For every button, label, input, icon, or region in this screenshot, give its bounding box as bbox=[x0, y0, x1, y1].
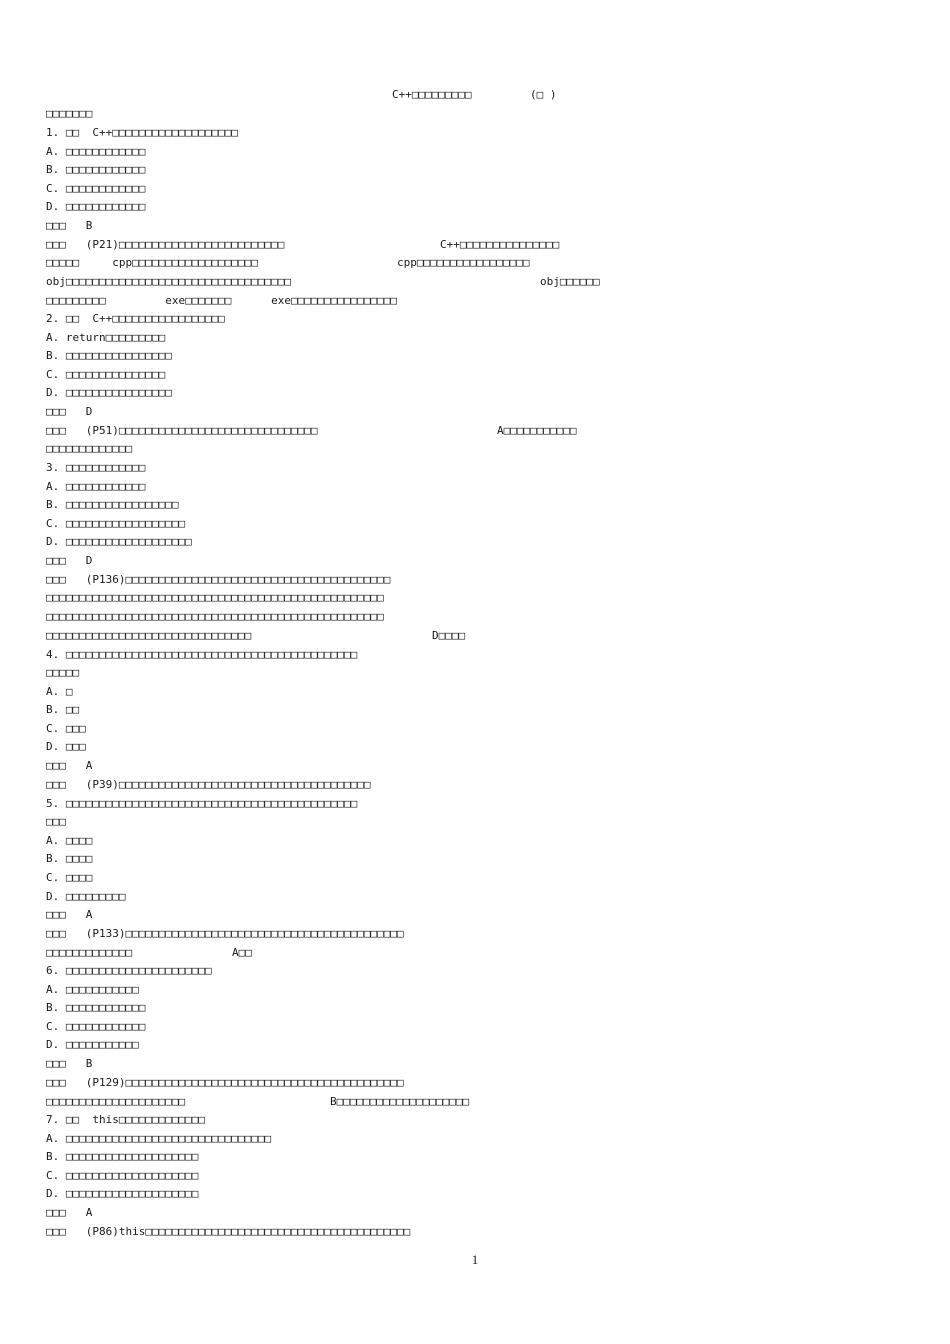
question-option: B. □□□□□□□□□□□□□□□□□□□□ bbox=[46, 1150, 199, 1163]
question-analysis: A□□□□□□□□□□□ bbox=[497, 424, 577, 437]
question-option: D. □□□□□□□□□□□□□□□□ bbox=[46, 386, 172, 399]
question-stem: 5. □□□□□□□□□□□□□□□□□□□□□□□□□□□□□□□□□□□□□□□□□□□□ bbox=[46, 797, 358, 810]
question-analysis: □□□□□□□□□ exe□□□□□□□ exe□□□□□□□□□□□□□□□□ bbox=[46, 294, 397, 307]
question-option: A. □□□□□□□□□□□□□□□□□□□□□□□□□□□□□□□ bbox=[46, 1132, 272, 1145]
question-stem: 4. □□□□□□□□□□□□□□□□□□□□□□□□□□□□□□□□□□□□□□□□□□□□ bbox=[46, 648, 358, 661]
question-analysis: □□□□□□□□□□□□□□□□□□□□□ bbox=[46, 1095, 186, 1108]
question-option: D. □□□ bbox=[46, 740, 86, 753]
question-option: A. □□□□□□□□□□□□ bbox=[46, 480, 146, 493]
question-answer: □□□ A bbox=[46, 1206, 93, 1219]
question-analysis: □□□ (P39)□□□□□□□□□□□□□□□□□□□□□□□□□□□□□□□□□□□□□□ bbox=[46, 778, 371, 791]
question-option: D. □□□□□□□□□□□□□□□□□□□ bbox=[46, 535, 192, 548]
question-answer: □□□ B bbox=[46, 1057, 93, 1070]
question-analysis: □□□□□ cpp□□□□□□□□□□□□□□□□□□□ bbox=[46, 256, 258, 269]
question-option: C. □□□□□□□□□□□□□□□□□□□□ bbox=[46, 1169, 199, 1182]
question-option: C. □□□□ bbox=[46, 871, 93, 884]
question-analysis: □□□ (P21)□□□□□□□□□□□□□□□□□□□□□□□□□ bbox=[46, 238, 285, 251]
question-stem: 7. □□ this□□□□□□□□□□□□□ bbox=[46, 1113, 205, 1126]
question-stem: 1. □□ C++□□□□□□□□□□□□□□□□□□□ bbox=[46, 126, 239, 139]
question-option: D. □□□□□□□□□ bbox=[46, 890, 126, 903]
document-title-paren: (□ ) bbox=[530, 88, 557, 101]
question-option: C. □□□□□□□□□□□□□□□ bbox=[46, 368, 166, 381]
question-answer: □□□ D bbox=[46, 554, 93, 567]
question-option: D. □□□□□□□□□□□□□□□□□□□□ bbox=[46, 1187, 199, 1200]
question-option: A. return□□□□□□□□□ bbox=[46, 331, 166, 344]
question-stem: □□□□□ bbox=[46, 666, 80, 679]
question-answer: □□□ B bbox=[46, 219, 93, 232]
question-stem: □□□ bbox=[46, 815, 66, 828]
section-heading: □□□□□□□ bbox=[46, 107, 93, 120]
question-stem: 6. □□□□□□□□□□□□□□□□□□□□□□ bbox=[46, 964, 212, 977]
question-answer: □□□ A bbox=[46, 759, 93, 772]
question-option: B. □□ bbox=[46, 703, 80, 716]
question-option: A. □ bbox=[46, 685, 73, 698]
question-analysis: B□□□□□□□□□□□□□□□□□□□□ bbox=[330, 1095, 470, 1108]
question-analysis: □□□□□□□□□□□□□□□□□□□□□□□□□□□□□□□ bbox=[46, 629, 252, 642]
question-option: C. □□□□□□□□□□□□ bbox=[46, 182, 146, 195]
question-option: B. □□□□□□□□□□□□ bbox=[46, 1001, 146, 1014]
question-analysis: □□□ (P129)□□□□□□□□□□□□□□□□□□□□□□□□□□□□□□□□□□□□□□□□□□ bbox=[46, 1076, 404, 1089]
question-option: B. □□□□□□□□□□□□ bbox=[46, 163, 146, 176]
question-option: C. □□□□□□□□□□□□□□□□□□ bbox=[46, 517, 186, 530]
question-option: A. □□□□ bbox=[46, 834, 93, 847]
question-analysis: □□□ (P136)□□□□□□□□□□□□□□□□□□□□□□□□□□□□□□□□□□□□□□□□ bbox=[46, 573, 391, 586]
question-analysis: □□□□□□□□□□□□□ bbox=[46, 442, 133, 455]
question-answer: □□□ D bbox=[46, 405, 93, 418]
question-option: B. □□□□□□□□□□□□□□□□□ bbox=[46, 498, 179, 511]
question-stem: 2. □□ C++□□□□□□□□□□□□□□□□□ bbox=[46, 312, 225, 325]
question-option: A. □□□□□□□□□□□ bbox=[46, 983, 139, 996]
question-option: A. □□□□□□□□□□□□ bbox=[46, 145, 146, 158]
question-analysis: □□□ (P51)□□□□□□□□□□□□□□□□□□□□□□□□□□□□□□ bbox=[46, 424, 318, 437]
question-analysis: C++□□□□□□□□□□□□□□□ bbox=[440, 238, 560, 251]
question-analysis: □□□□□□□□□□□□□□□□□□□□□□□□□□□□□□□□□□□□□□□□□□□□□□□□□□□ bbox=[46, 610, 384, 623]
question-analysis: □□□□□□□□□□□□□□□□□□□□□□□□□□□□□□□□□□□□□□□□□□□□□□□□□□□ bbox=[46, 591, 384, 604]
page-number: 1 bbox=[471, 1252, 479, 1267]
question-analysis: A□□ bbox=[232, 946, 252, 959]
question-analysis: □□□□□□□□□□□□□ bbox=[46, 946, 133, 959]
question-answer: □□□ A bbox=[46, 908, 93, 921]
question-option: B. □□□□ bbox=[46, 852, 93, 865]
question-option: C. □□□ bbox=[46, 722, 86, 735]
question-analysis: □□□ (P133)□□□□□□□□□□□□□□□□□□□□□□□□□□□□□□□□□□□□□□□□□□ bbox=[46, 927, 404, 940]
question-option: C. □□□□□□□□□□□□ bbox=[46, 1020, 146, 1033]
question-option: D. □□□□□□□□□□□ bbox=[46, 1038, 139, 1051]
document-title: C++□□□□□□□□□ bbox=[392, 88, 472, 101]
question-stem: 3. □□□□□□□□□□□□ bbox=[46, 461, 146, 474]
question-analysis: D□□□□ bbox=[432, 629, 466, 642]
question-option: B. □□□□□□□□□□□□□□□□ bbox=[46, 349, 172, 362]
question-option: D. □□□□□□□□□□□□ bbox=[46, 200, 146, 213]
question-analysis: obj□□□□□□□□□□□□□□□□□□□□□□□□□□□□□□□□□□ bbox=[46, 275, 292, 288]
question-analysis: cpp□□□□□□□□□□□□□□□□□ bbox=[397, 256, 530, 269]
question-analysis: obj□□□□□□ bbox=[540, 275, 600, 288]
question-analysis: □□□ (P86)this□□□□□□□□□□□□□□□□□□□□□□□□□□□□□□□□□□□□□□□□ bbox=[46, 1225, 411, 1238]
